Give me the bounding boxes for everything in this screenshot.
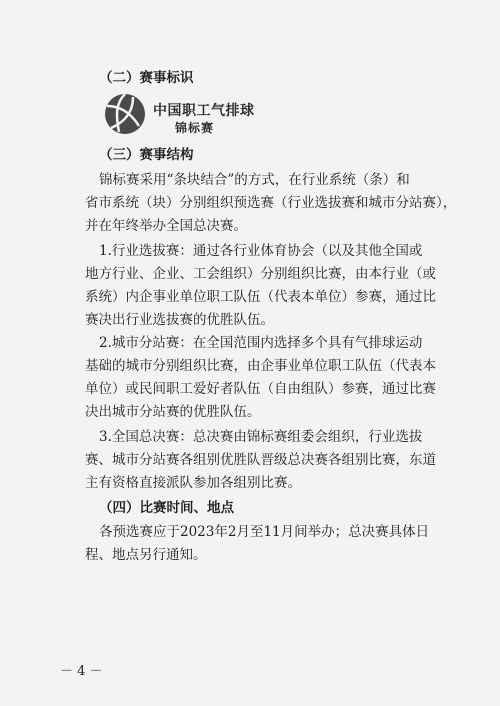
paragraph-line: 地方行业、企业、工会组织）分别组织比赛，由本行业（或 — [85, 266, 436, 282]
page-number: － 4 － — [60, 664, 103, 679]
paragraph-line: 赛决出行业选拔赛的优胜队伍。 — [85, 312, 274, 328]
championship-logo — [103, 92, 273, 138]
paragraph-line: 并在年终举办全国总决赛。 — [85, 218, 247, 234]
paragraph-line: 1.行业选拔赛：通过各行业体育协会（以及其他全国或 — [99, 243, 423, 259]
paragraph-line: 赛、城市分站赛各组别优胜队晋级总决赛各组别比赛，东道 — [85, 452, 436, 468]
paragraph-line: 主有资格直接派队参加各组别比赛。 — [85, 475, 301, 491]
section-heading-3: （三）赛事结构 — [99, 147, 194, 163]
volleyball-icon — [103, 92, 147, 136]
paragraph-line: 各预选赛应于2023年2月至11月间举办；总决赛具体日 — [99, 524, 430, 540]
paragraph-line: 单位）或民间职工爱好者队伍（自由组队）参赛，通过比赛 — [85, 381, 436, 397]
paragraph-line: 基础的城市分别组织比赛，由企事业单位职工队伍（代表本 — [85, 358, 436, 374]
logo-subtitle: 锦标赛 — [175, 121, 215, 135]
section-heading-4: （四）比赛时间、地点 — [99, 500, 234, 516]
paragraph-line: 锦标赛采用“条块结合”的方式，在行业系统（条）和 — [99, 172, 410, 188]
section-heading-2: （二）赛事标识 — [99, 70, 194, 86]
paragraph-line: 省市系统（块）分别组织预选赛（行业选拔赛和城市分站赛）， — [85, 195, 457, 211]
paragraph-line: 3.全国总决赛：总决赛由锦标赛组委会组织，行业选拔 — [99, 429, 423, 445]
paragraph-line: 决出城市分站赛的优胜队伍。 — [85, 404, 261, 420]
logo-title: 中国职工气排球 — [153, 103, 255, 119]
paragraph-line: 2.城市分站赛：在全国范围内选择多个具有气排球运动 — [99, 335, 423, 351]
paragraph-line: 系统）内企事业单位职工队伍（代表本单位）参赛，通过比 — [85, 289, 436, 305]
paragraph-line: 程、地点另行通知。 — [85, 547, 207, 563]
